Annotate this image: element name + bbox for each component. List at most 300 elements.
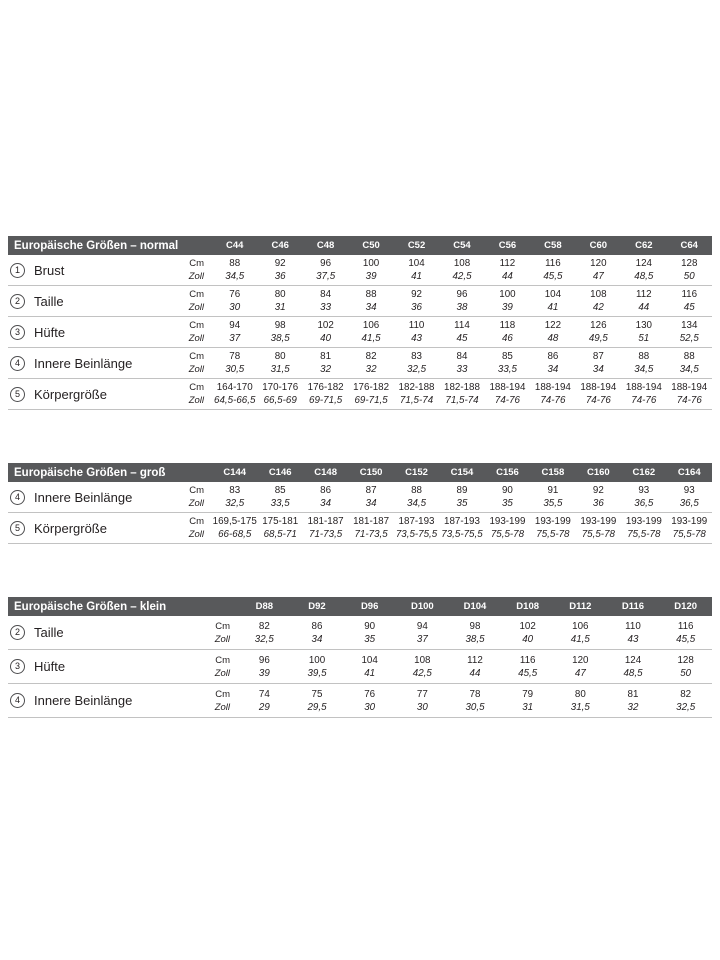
value-cell — [238, 688, 291, 714]
size-table-normal — [8, 236, 712, 410]
measure-label: Körpergröße — [34, 520, 107, 536]
size-column-label: C52 — [407, 240, 426, 251]
cm-value: 76 — [364, 688, 376, 700]
value-cell — [530, 319, 575, 345]
value-cell — [667, 288, 712, 314]
row-number-badge: 2 — [10, 625, 25, 640]
value-cell — [303, 288, 348, 314]
zoll-value: 75,5-78 — [627, 529, 661, 540]
value-cell — [394, 381, 439, 407]
cm-value: 108 — [453, 258, 471, 269]
cm-value: 94 — [416, 620, 428, 632]
size-column-label: C50 — [362, 240, 380, 251]
zoll-value: 39 — [501, 302, 513, 313]
cm-value: 193-199 — [625, 516, 662, 527]
cm-value: 176-182 — [307, 382, 344, 393]
value-cell — [257, 381, 302, 407]
zoll-value: 34 — [320, 498, 332, 509]
cm-value: 98 — [469, 620, 481, 632]
measure-label-cell — [8, 693, 176, 708]
value-cell — [394, 257, 439, 283]
value-cell — [530, 484, 575, 510]
cm-value: 91 — [547, 485, 559, 496]
cm-value: 116 — [681, 289, 698, 300]
unit-labels-cell — [158, 319, 212, 345]
cm-value: 86 — [320, 485, 332, 496]
zoll-value: 43 — [627, 633, 639, 645]
zoll-value: 29 — [258, 701, 270, 713]
zoll-value: 64,5-66,5 — [214, 395, 256, 406]
zoll-value: 48,5 — [634, 271, 654, 282]
measure-label-cell — [8, 294, 158, 309]
value-cell — [501, 654, 554, 680]
row-number-badge: 5 — [10, 387, 25, 402]
value-cell — [257, 515, 302, 541]
cm-value: 96 — [320, 258, 332, 269]
zoll-value: 45,5 — [676, 633, 696, 645]
zoll-value: 44 — [501, 271, 513, 282]
zoll-value: 41 — [411, 271, 422, 282]
zoll-value: 74-76 — [540, 395, 566, 406]
value-cell — [439, 484, 484, 510]
cm-value: 124 — [624, 654, 642, 666]
value-cell — [554, 654, 607, 680]
value-cell — [530, 350, 575, 376]
cm-value: 104 — [544, 289, 562, 300]
value-cell — [667, 484, 712, 510]
zoll-value: 74-76 — [631, 395, 657, 406]
zoll-value: 30 — [416, 701, 428, 713]
value-cell — [439, 257, 484, 283]
cm-value: 188-194 — [671, 382, 708, 393]
value-cell — [621, 319, 666, 345]
value-cell — [659, 688, 712, 714]
cm-value: 106 — [362, 320, 380, 331]
value-cell — [303, 484, 348, 510]
value-cell — [394, 319, 439, 345]
value-cell — [576, 257, 621, 283]
zoll-value: 71,5-74 — [445, 395, 479, 406]
zoll-value: 35 — [501, 498, 513, 509]
value-cell — [212, 288, 257, 314]
zoll-value: 34,5 — [225, 271, 245, 282]
unit-zoll-label: Zoll — [214, 667, 230, 679]
value-cell — [576, 381, 621, 407]
zoll-value: 37 — [416, 633, 428, 645]
cm-value: 100 — [362, 258, 380, 269]
cm-value: 128 — [681, 258, 698, 269]
zoll-value: 74-76 — [494, 395, 520, 406]
value-cell — [212, 381, 257, 407]
cm-value: 82 — [258, 620, 270, 632]
cm-value: 90 — [364, 620, 376, 632]
value-cell — [303, 515, 348, 541]
zoll-value: 38 — [456, 302, 468, 313]
value-cell — [212, 319, 257, 345]
unit-labels-cell — [158, 484, 212, 510]
size-column-label: C162 — [632, 467, 656, 478]
zoll-value: 36,5 — [634, 498, 654, 509]
value-cell — [485, 515, 530, 541]
unit-zoll-label: Zoll — [188, 529, 204, 540]
value-cell — [485, 381, 530, 407]
cm-value: 77 — [416, 688, 428, 700]
value-cell — [485, 319, 530, 345]
size-column-label: C160 — [586, 467, 610, 478]
value-cell — [303, 319, 348, 345]
size-column-label: C58 — [544, 240, 562, 251]
zoll-value: 39 — [258, 667, 270, 679]
cm-value: 84 — [456, 351, 468, 362]
value-cell — [530, 257, 575, 283]
unit-cm-label: Cm — [189, 382, 204, 393]
cm-value: 84 — [320, 289, 332, 300]
zoll-value: 75,5-78 — [581, 529, 615, 540]
cm-value: 88 — [365, 289, 377, 300]
value-cell — [667, 381, 712, 407]
value-cell — [659, 620, 712, 646]
zoll-value: 68,5-71 — [263, 529, 297, 540]
measure-row-taille — [8, 616, 712, 650]
value-cell — [530, 381, 575, 407]
table-title: Europäische Größen – klein — [14, 600, 167, 613]
zoll-value: 40 — [522, 633, 534, 645]
zoll-value: 42 — [592, 302, 604, 313]
zoll-value: 50 — [680, 667, 692, 679]
value-cell — [667, 515, 712, 541]
unit-zoll-label: Zoll — [188, 498, 204, 509]
cm-value: 116 — [519, 654, 536, 666]
measure-label: Innere Beinlänge — [34, 355, 133, 371]
zoll-value: 30,5 — [465, 701, 485, 713]
value-cell — [291, 654, 344, 680]
cm-value: 83 — [229, 485, 241, 496]
unit-zoll-label: Zoll — [214, 701, 230, 713]
unit-zoll-label: Zoll — [188, 271, 204, 282]
size-column-label: D92 — [308, 601, 326, 612]
value-cell — [348, 319, 393, 345]
value-cell — [348, 350, 393, 376]
cm-value: 130 — [635, 320, 652, 331]
value-cell — [303, 350, 348, 376]
unit-cm-label: Cm — [189, 258, 204, 269]
size-column-label: C164 — [677, 467, 701, 478]
cm-value: 116 — [545, 258, 561, 269]
unit-labels-cell — [158, 515, 212, 541]
table-title: Europäische Größen – groß — [14, 466, 166, 479]
cm-value: 94 — [229, 320, 241, 331]
size-table-gross — [8, 463, 712, 544]
zoll-value: 37 — [229, 333, 241, 344]
measure-label-cell — [8, 490, 158, 505]
zoll-value: 66,5-69 — [263, 395, 297, 406]
measure-label-cell — [8, 625, 176, 640]
cm-value: 104 — [408, 258, 425, 269]
cm-value: 76 — [229, 289, 241, 300]
cm-value: 82 — [680, 688, 692, 700]
measure-row-brust — [8, 255, 712, 286]
value-cell — [485, 257, 530, 283]
value-cell — [348, 381, 393, 407]
cm-value: 80 — [274, 289, 286, 300]
cm-value: 92 — [274, 258, 286, 269]
cm-value: 114 — [454, 320, 470, 331]
value-cell — [394, 484, 439, 510]
cm-value: 108 — [414, 654, 431, 666]
value-cell — [439, 350, 484, 376]
zoll-value: 45 — [456, 333, 468, 344]
measure-label-cell — [8, 325, 158, 340]
cm-value: 85 — [501, 351, 513, 362]
measure-row-k-rpergr-e — [8, 379, 712, 410]
size-column-label: C64 — [680, 240, 698, 251]
cm-value: 170-176 — [262, 382, 299, 393]
cm-value: 86 — [547, 351, 559, 362]
size-column-label: C54 — [453, 240, 471, 251]
cm-value: 81 — [627, 688, 639, 700]
cm-value: 85 — [274, 485, 286, 496]
value-cell — [212, 515, 257, 541]
value-cell — [449, 654, 502, 680]
cm-value: 92 — [592, 485, 604, 496]
measure-label: Taille — [34, 625, 64, 640]
cm-value: 88 — [683, 351, 695, 362]
zoll-value: 45,5 — [543, 271, 563, 282]
zoll-value: 45 — [683, 302, 695, 313]
value-cell — [257, 484, 302, 510]
size-column-label: C56 — [498, 240, 517, 251]
measure-label: Hüfte — [34, 659, 66, 674]
measure-label: Hüfte — [34, 324, 66, 340]
zoll-value: 33,5 — [270, 498, 290, 509]
size-column-label: C152 — [405, 467, 428, 478]
zoll-value: 33 — [456, 364, 468, 375]
size-column-label: C60 — [589, 240, 608, 251]
cm-value: 112 — [467, 654, 483, 666]
zoll-value: 30 — [229, 302, 241, 313]
value-cell — [343, 688, 396, 714]
value-cell — [554, 620, 607, 646]
cm-value: 188-194 — [580, 382, 617, 393]
zoll-value: 30,5 — [225, 364, 245, 375]
zoll-value: 42,5 — [452, 271, 472, 282]
zoll-value: 32 — [320, 364, 332, 375]
zoll-value: 34 — [547, 364, 559, 375]
cm-value: 88 — [229, 258, 241, 269]
size-column-label: C156 — [496, 467, 519, 478]
size-column-label: D112 — [569, 601, 592, 612]
row-number-badge: 3 — [10, 659, 25, 674]
cm-value: 100 — [308, 654, 326, 666]
zoll-value: 52,5 — [679, 333, 699, 344]
zoll-value: 30 — [364, 701, 376, 713]
value-cell — [396, 688, 449, 714]
cm-value: 112 — [499, 258, 516, 269]
cm-value: 128 — [677, 654, 694, 666]
zoll-value: 69-71,5 — [309, 395, 343, 406]
cm-value: 87 — [592, 351, 604, 362]
zoll-value: 74-76 — [585, 395, 611, 406]
cm-value: 87 — [365, 485, 377, 496]
zoll-value: 32,5 — [407, 364, 427, 375]
size-column-label: D88 — [255, 601, 274, 612]
row-number-badge: 3 — [10, 325, 25, 340]
unit-cm-label: Cm — [189, 289, 204, 300]
zoll-value: 35 — [364, 633, 376, 645]
zoll-value: 29,5 — [307, 701, 327, 713]
measure-label-cell — [8, 263, 158, 278]
row-number-badge: 4 — [10, 693, 25, 708]
value-cell — [607, 654, 660, 680]
zoll-value: 32,5 — [225, 498, 245, 509]
value-cell — [449, 688, 502, 714]
value-cell — [303, 381, 348, 407]
size-column-label: C144 — [223, 467, 247, 478]
zoll-value: 69-71,5 — [354, 395, 388, 406]
zoll-value: 34 — [365, 302, 377, 313]
size-column-label: D100 — [410, 601, 434, 612]
measure-label: Körpergröße — [34, 386, 107, 402]
value-cell — [530, 515, 575, 541]
cm-value: 90 — [501, 485, 513, 496]
value-cell — [257, 319, 302, 345]
measure-row-innere-beinl-nge — [8, 348, 712, 379]
zoll-value: 74-76 — [676, 395, 702, 406]
cm-value: 193-199 — [534, 516, 571, 527]
value-cell — [348, 288, 393, 314]
value-cell — [303, 257, 348, 283]
value-cell — [621, 381, 666, 407]
cm-value: 116 — [677, 620, 694, 632]
table-header-gross — [8, 463, 712, 482]
zoll-value: 48 — [547, 333, 559, 344]
unit-zoll-label: Zoll — [214, 633, 230, 645]
cm-value: 176-182 — [353, 382, 390, 393]
size-column-label: C62 — [635, 240, 653, 251]
size-column-label: C44 — [226, 240, 244, 251]
cm-value: 80 — [274, 351, 286, 362]
zoll-value: 41 — [547, 302, 559, 313]
size-column-label: C46 — [271, 240, 289, 251]
measure-label-cell — [8, 387, 158, 402]
row-number-badge: 4 — [10, 356, 25, 371]
size-column-label: D104 — [463, 601, 487, 612]
zoll-value: 34,5 — [407, 498, 427, 509]
zoll-value: 75,5-78 — [490, 529, 525, 540]
value-cell — [348, 515, 393, 541]
value-cell — [257, 288, 302, 314]
value-cell — [485, 484, 530, 510]
cm-value: 182-188 — [398, 382, 435, 393]
zoll-value: 47 — [574, 667, 586, 679]
cm-value: 100 — [499, 289, 516, 300]
row-number-badge: 5 — [10, 521, 25, 536]
cm-value: 78 — [469, 688, 481, 700]
unit-labels-cell — [176, 688, 238, 714]
measure-label-cell — [8, 659, 176, 674]
value-cell — [667, 350, 712, 376]
zoll-value: 73,5-75,5 — [441, 529, 483, 540]
cm-value: 126 — [590, 320, 607, 331]
cm-value: 89 — [456, 485, 468, 496]
cm-value: 193-199 — [489, 516, 526, 527]
value-cell — [621, 288, 666, 314]
zoll-value: 50 — [683, 271, 695, 282]
size-column-label: C148 — [314, 467, 337, 478]
unit-cm-label: Cm — [189, 516, 204, 527]
size-column-label: C158 — [541, 467, 565, 478]
cm-value: 96 — [456, 289, 468, 300]
zoll-value: 49,5 — [588, 333, 608, 344]
cm-value: 134 — [681, 320, 698, 331]
value-cell — [576, 288, 621, 314]
value-cell — [439, 319, 484, 345]
value-cell — [439, 515, 484, 541]
value-cell — [348, 484, 393, 510]
value-cell — [257, 350, 302, 376]
measure-row-innere-beinl-nge — [8, 684, 712, 718]
value-cell — [621, 257, 666, 283]
cm-value: 122 — [544, 320, 562, 331]
zoll-value: 42,5 — [412, 667, 432, 679]
zoll-value: 48,5 — [623, 667, 643, 679]
value-cell — [394, 350, 439, 376]
size-column-label: C150 — [359, 467, 383, 478]
value-cell — [576, 319, 621, 345]
unit-zoll-label: Zoll — [188, 395, 204, 406]
cm-value: 187-193 — [444, 516, 480, 527]
value-cell — [348, 257, 393, 283]
measure-row-innere-beinl-nge — [8, 482, 712, 513]
value-cell — [667, 257, 712, 283]
value-cell — [621, 515, 666, 541]
zoll-value: 35,5 — [543, 498, 563, 509]
cm-value: 187-193 — [398, 516, 435, 527]
cm-value: 96 — [258, 654, 270, 666]
zoll-value: 33,5 — [497, 364, 517, 375]
zoll-value: 36 — [411, 302, 422, 313]
value-cell — [238, 620, 291, 646]
value-cell — [621, 350, 666, 376]
unit-cm-label: Cm — [189, 485, 204, 496]
measure-label: Brust — [34, 262, 65, 278]
zoll-value: 31,5 — [570, 701, 590, 713]
zoll-value: 51 — [638, 333, 650, 344]
table-title: Europäische Größen – normal — [14, 239, 179, 252]
unit-zoll-label: Zoll — [188, 333, 204, 344]
value-cell — [485, 288, 530, 314]
measure-label-cell — [8, 521, 158, 536]
zoll-value: 71-73,5 — [309, 529, 343, 540]
table-header-normal — [8, 236, 712, 255]
value-cell — [291, 620, 344, 646]
unit-cm-label: Cm — [215, 688, 230, 700]
cm-value: 92 — [411, 289, 422, 300]
zoll-value: 41,5 — [361, 333, 381, 344]
row-number-badge: 4 — [10, 490, 25, 505]
row-number-badge: 1 — [10, 263, 25, 278]
zoll-value: 73,5-75,5 — [395, 529, 438, 540]
zoll-value: 44 — [638, 302, 650, 313]
zoll-value: 32 — [627, 701, 639, 713]
value-cell — [576, 350, 621, 376]
cm-value: 93 — [683, 485, 695, 496]
value-cell — [343, 620, 396, 646]
zoll-value: 38,5 — [465, 633, 485, 645]
zoll-value: 37,5 — [316, 271, 336, 282]
value-cell — [257, 257, 302, 283]
size-column-label: D120 — [674, 601, 698, 612]
